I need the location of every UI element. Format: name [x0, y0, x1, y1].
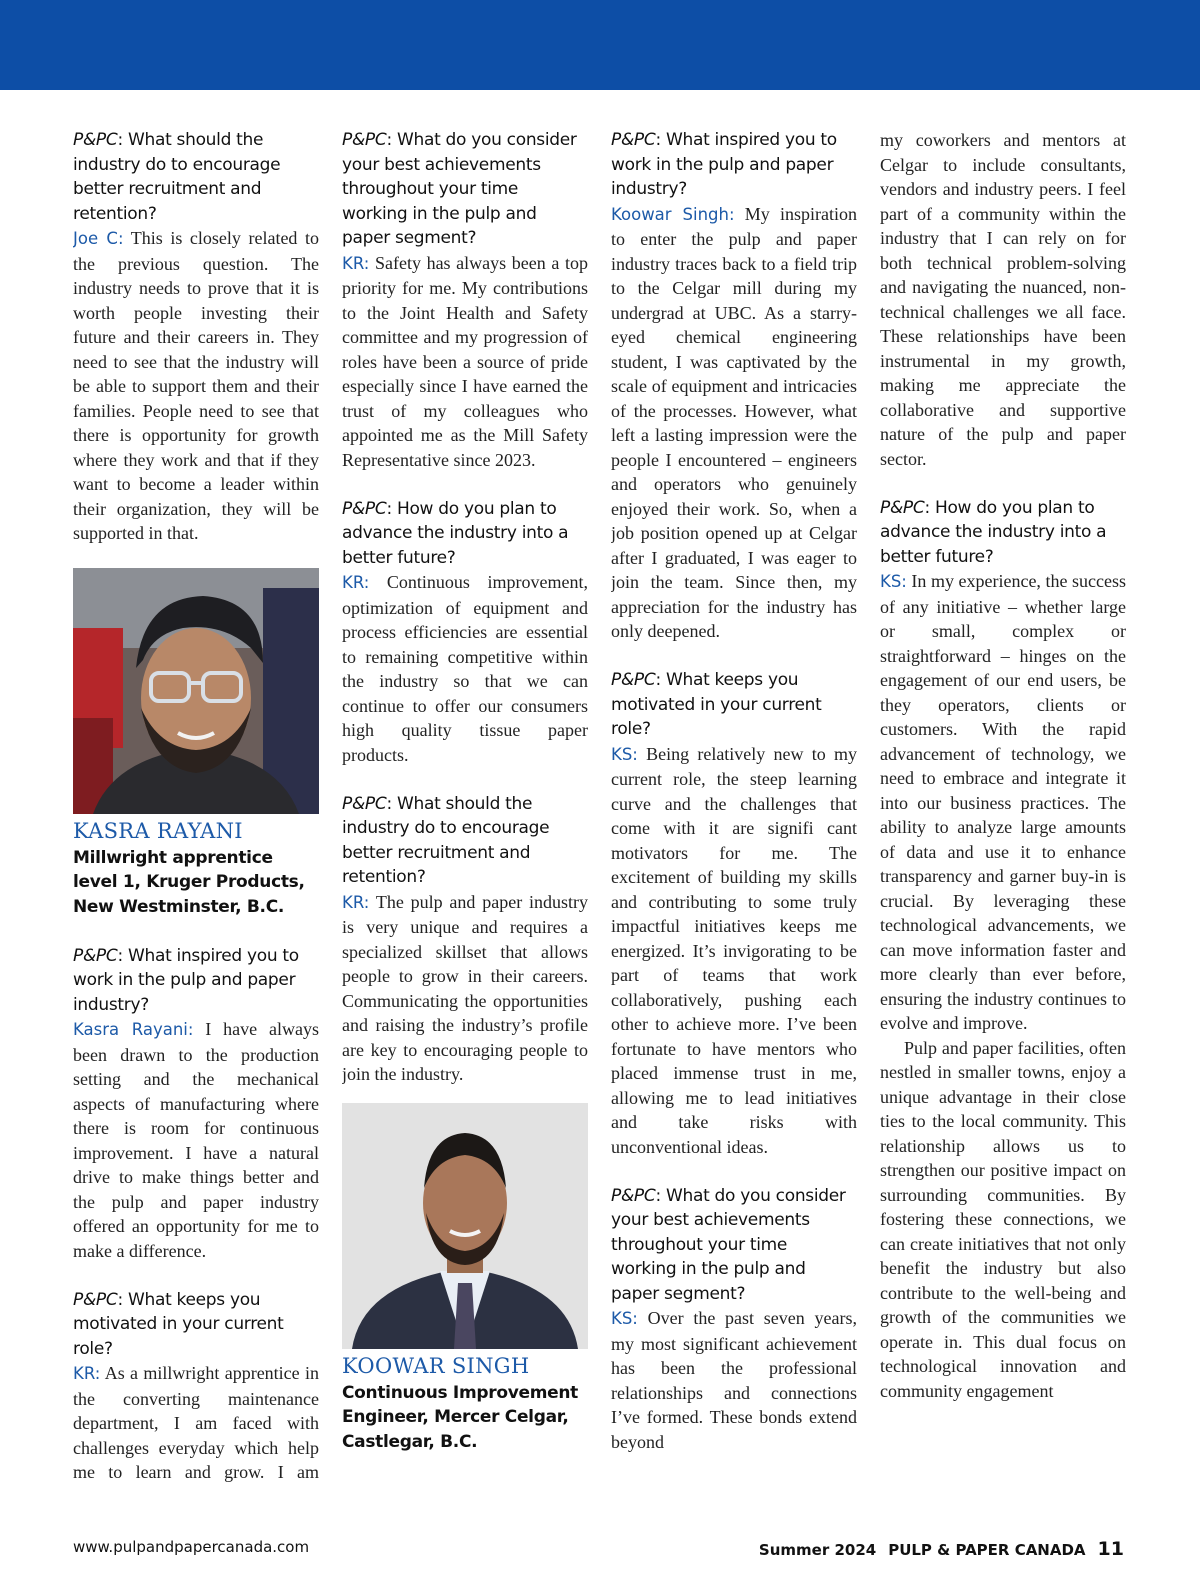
answer: KR: As a millwright apprentice in the converting maintenance department, I am faced with challenges everyday which help me to learn and grow. I am: [73, 1363, 319, 1482]
answer: Kasra Rayani: I have always been drawn to the production setting and the mechanical aspects of manufacturing where there is room for continuous improvement. I have a natural drive to make things better and the pulp and paper industry offered an opportunity for me to make a difference.: [73, 1019, 319, 1261]
answer: Joe C: This is closely related to the previous question. The industry needs to prove that it is worth people investing their future and their careers in. They need to see that the industry will be able to support them and their families. People need to see that there is opportunity for growth where they work and that if they want to become a leader within their organization, they will be supported in that.: [73, 228, 319, 543]
header-bar: [0, 0, 1200, 90]
column-1: [73, 128, 319, 1488]
question: P&PC: What do you consider your best achievements throughout your time working in the pulp and paper segment?: [342, 130, 577, 248]
profile-title: Millwright apprentice level 1, Kruger Products, New Westminster, B.C.: [73, 847, 305, 917]
speaker-label: Koowar Singh:: [611, 204, 735, 224]
speaker-label: KR:: [342, 892, 370, 912]
portrait-kasra-rayani-icon: [73, 568, 319, 814]
portrait-koowar-singh-icon: [342, 1103, 588, 1349]
column-3: [611, 128, 857, 1488]
question: P&PC: How do you plan to advance the industry into a better future?: [342, 498, 569, 568]
issue-date: Summer 2024: [758, 1541, 877, 1559]
question: P&PC: What inspired you to work in the pulp and paper industry?: [73, 945, 299, 1015]
profile-title: Continuous Improvement Engineer, Mercer Celgar, Castlegar, B.C.: [342, 1382, 578, 1452]
question: P&PC: What inspired you to work in the pulp and paper industry?: [611, 130, 837, 199]
page-number: 11: [1097, 1538, 1124, 1560]
question: P&PC: What do you consider your best achievements throughout your time working in the pulp and paper segment?: [611, 1185, 846, 1304]
portrait-photo-koowar-singh: [342, 1103, 588, 1349]
question: P&PC: How do you plan to advance the industry into a better future?: [880, 497, 1107, 567]
speaker-label: KS:: [611, 1309, 638, 1328]
answer: KR: The pulp and paper industry is very unique and requires a specialized skillset that allows people to grow in their careers. Communicating the opportunities and raising the industry’s profile are key to encouraging people to join the industry.: [342, 891, 588, 1084]
speaker-label: KR:: [342, 253, 370, 273]
answer: KS: Over the past seven years, my most significant achievement has been the professional relationships and connections I’ve formed. These bonds extend beyond: [611, 1308, 857, 1452]
answer: KR: Safety has always been a top priority for me. My contributions to the Joint Health and Safety committee and my progression of roles have been a source of pride especially since I have earned the trust of my colleagues who appointed me as the Mill Safety Representative since 2023.: [342, 252, 588, 470]
column-4: [880, 128, 1126, 1488]
footer-folio: [759, 1538, 1124, 1560]
question: P&PC: What should the industry do to encourage better recruitment and retention?: [73, 130, 281, 224]
question: P&PC: What keeps you motivated in your current role?: [73, 1289, 284, 1359]
speaker-label: KS:: [611, 744, 638, 764]
publication-name: PULP & PAPER CANADA: [888, 1541, 1086, 1559]
speaker-label: KS:: [880, 572, 907, 591]
footer-url: www.pulpandpapercanada.com: [73, 1538, 310, 1556]
speaker-label: KR:: [73, 1364, 101, 1383]
profile-name: KASRA RAYANI: [73, 818, 243, 843]
answer: Koowar Singh: My inspiration to enter the pulp and paper industry traces back to a field trip to the Celgar mill during my undergrad at UBC. As a starry-eyed chemical engineering student, I was captivated by the scale of equipment and intricacies of the processes. However, what left a lasting impression were the people I encountered – engineers and operators who genuinely enjoyed their work. So, when a job position opened up at Celgar after I graduated, I was eager to join the team. Since then, my appreciation for the industry has only deepened.: [611, 203, 857, 641]
question: P&PC: What should the industry do to encourage better recruitment and retention?: [342, 793, 550, 887]
speaker-label: KR:: [342, 573, 370, 592]
answer: KS: In my experience, the success of any initiative – whether large or small, complex or straightforward – hinges on the engagement of our end users, be they operators, clients or customers. With the rapid advancement of technology, we need to embrace and integrate it into our business practices. The ability to analyze large amounts of data and use it to enhance transparency and garner buy-in is crucial. By leveraging these technological advancements, we can move information faster and more clearly than ever before, ensuring the industry continues to evolve and improve.: [880, 571, 1126, 1033]
answer-continued: my coworkers and mentors at Celgar to include consultants, vendors and industry peers. I feel part of a community within the industry that I can rely on for both technical problem-solving and navigating the nuanced, non-technical challenges we all face. These relationships have been instrumental in my growth, making me appreciate the collaborative and supportive nature of the pulp and paper sector.: [880, 130, 1126, 469]
column-2: [342, 128, 588, 1488]
answer: KR: Continuous improvement, optimization of equipment and process efficiencies are essential to remaining competitive within the industry so that we can continue to offer our consumers high quality tissue paper products.: [342, 572, 588, 765]
answer: KS: Being relatively new to my current role, the steep learning curve and the challenges that come with it are signifi cant motivators for me. The excitement of building my skills and contributing to some truly impactful initiatives keeps me energized. It’s invigorating to be part of teams that work collaboratively, pushing each other to achieve more. I’ve been fortunate to have mentors who placed immense trust in me, allowing me to lead initiatives and take risks with unconventional ideas.: [611, 743, 857, 1157]
answer-paragraph: Pulp and paper facilities, often nestled in smaller towns, enjoy a unique advantage in their close ties to the local community. This relationship allows us to strengthen our positive impact on surrounding communities. By fostering these connections, we can create initiatives that not only benefit the industry but also contribute to the well-being and growth of the communities we operate in. This dual focus on technological innovation and community engagement: [880, 1037, 1126, 1401]
portrait-photo-kasra-rayani: [73, 568, 319, 814]
speaker-label: Kasra Rayani:: [73, 1020, 194, 1039]
profile-name: KOOWAR SINGH: [342, 1353, 530, 1378]
question: P&PC: What keeps you motivated in your current role?: [611, 670, 822, 739]
speaker-label: Joe C:: [73, 229, 124, 248]
